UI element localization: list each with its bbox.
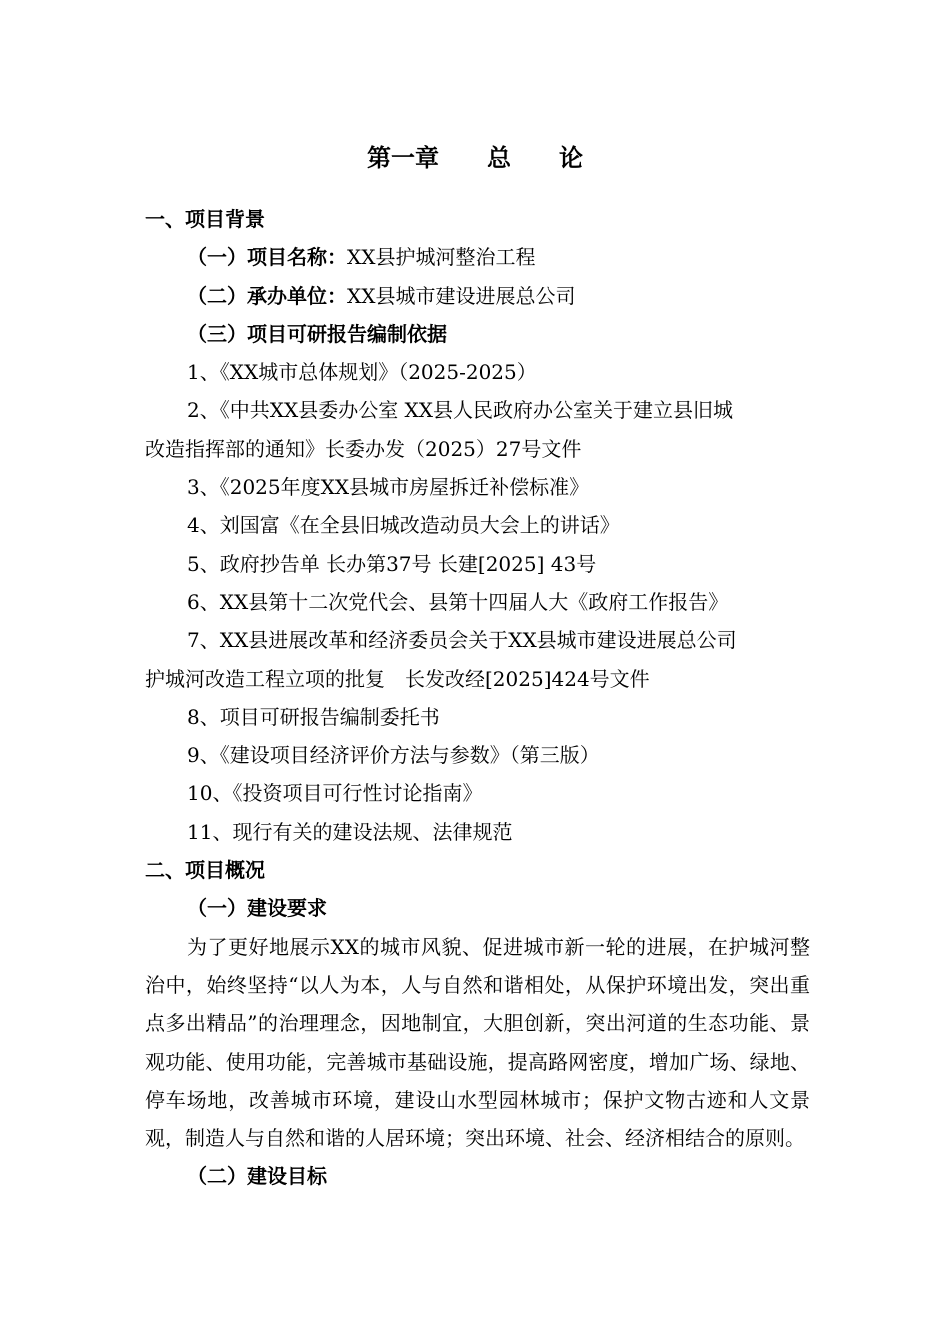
subheading-goals: （二）建设目标: [187, 1164, 327, 1189]
basis-item-9: 9、《建设项目经济评价方法与参数》（第三版）: [187, 743, 600, 768]
basis-item-7-cont: 护城河改造工程立项的批复 长发改经[2025]424号文件: [145, 666, 650, 691]
basis-item-10: 10、《投资项目可行性讨论指南》: [187, 781, 483, 806]
basis-item-5: 5、政府抄告单 长办第37号 长建[2025] 43号: [187, 551, 597, 576]
document-body: [145, 200, 810, 1196]
basis-item-1: 1、《XX城市总体规划》（2025-2025）: [187, 360, 537, 385]
project-name-value: XX县护城河整治工程: [347, 245, 536, 270]
basis-item-11: 11、现行有关的建设法规、法律规范: [187, 819, 513, 844]
section-heading-background: 一、项目背景: [145, 207, 265, 231]
basis-item-4: 4、刘国富《在全县旧城改造动员大会上的讲话》: [187, 513, 620, 538]
organizer-value: XX县城市建设进展总公司: [347, 283, 576, 308]
basis-item-3: 3、《2025年度XX县城市房屋拆迁补偿标准》: [187, 475, 590, 500]
organizer-label: （二）承办单位：: [187, 283, 347, 308]
basis-heading: （三）项目可研报告编制依据: [187, 321, 447, 346]
project-name-line: [145, 238, 810, 276]
basis-item-2: 2、《中共XX县委办公室 XX县人民政府办公室关于建立县旧城: [187, 398, 734, 423]
section-heading-overview: 二、项目概况: [145, 858, 265, 883]
project-name-label: （一）项目名称：: [187, 245, 347, 270]
basis-item-8: 8、项目可研报告编制委托书: [187, 704, 440, 729]
chapter-title: 第一章 总 论: [367, 143, 583, 172]
basis-item-6: 6、XX县第十二次党代会、县第十四届人大《政府工作报告》: [187, 589, 729, 614]
organizer-line: [145, 277, 810, 315]
basis-item-2-cont: 改造指挥部的通知》长委办发（2025）27号文件: [145, 436, 582, 461]
requirements-paragraph: 为了更好地展示XX的城市风貌、促进城市新一轮的进展，在护城河整治中，始终坚持“以人为本，人与自然和谐相处，从保护环境出发，突出重点多出精品”的治理理念，因地制宜，大胆创新，突出河道的生态功能、景观功能、使用功能，完善城市基础设施，提高路网密度，增加广场、绿地、停车场地，改善城市环境，建设山水型园林城市；保护文物古迹和人文景观，制造人与自然和谐的人居环境；突出环境、社会、经济相结合的原则。: [145, 934, 810, 1151]
basis-item-7: 7、XX县进展改革和经济委员会关于XX县城市建设进展总公司: [187, 628, 737, 653]
subheading-requirements: （一）建设要求: [187, 896, 327, 921]
